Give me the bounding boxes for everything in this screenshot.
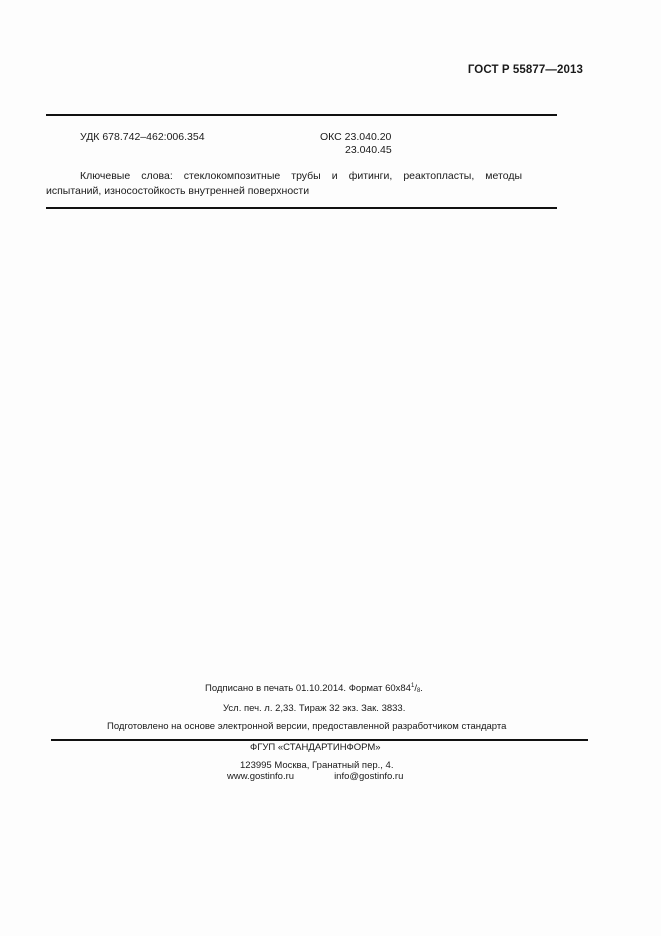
standard-number: ГОСТ Р 55877—2013 [467,64,583,76]
email-link[interactable]: info@gostinfo.ru [334,771,404,782]
format-denominator: 8 [416,688,421,694]
keywords-line-1: Ключевые слова: стеклокомпозитные трубы и фитинги, реактопласты, методы [80,170,522,182]
bottom-divider [46,207,557,209]
top-divider [46,114,557,116]
prepared-note: Подготовлено на основе электронной версии, предоставленной разработчиком стандарта [107,721,507,732]
keywords-block [46,169,522,199]
oks-code-2: 23.040.45 [345,144,392,156]
imprint-divider [51,739,588,741]
format-numerator: 1 [410,683,415,689]
publisher-address: 123995 Москва, Гранатный пер., 4. [240,760,394,771]
keywords-line-2: испытаний, износостойкость внутренней поверхности [46,185,310,197]
website-link[interactable]: www.gostinfo.ru [227,771,295,782]
print-date-text: Подписано в печать 01.10.2014. Формат 60x84 [205,683,411,694]
oks-code-1: ОКС 23.040.20 [320,131,392,143]
print-sheets-line: Усл. печ. л. 2,33. Тираж 32 экз. Зак. 3833. [223,703,406,714]
oks-codes [320,131,392,157]
udk-code: УДК 678.742–462:006.354 [80,131,205,143]
format-slash: / [414,683,417,694]
format-end: . [420,683,423,694]
publisher-contacts [227,771,403,782]
publisher-name: ФГУП «СТАНДАРТИНФОРМ» [250,742,381,753]
print-signature-line [205,683,423,694]
